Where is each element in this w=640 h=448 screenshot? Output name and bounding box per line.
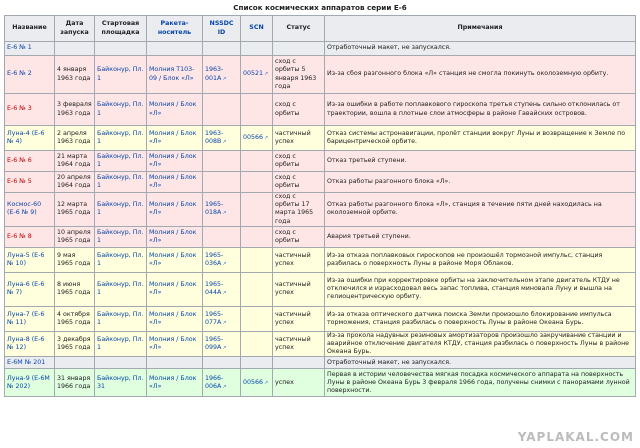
cell-scn <box>241 172 273 193</box>
cell-note <box>325 126 636 151</box>
cell-note-text: Первая в истории человечества мягкая посадка космического аппарата на поверхность Луны в районе Океана Бурь 3 февраля 1966 года, получены снимки с панорамами лунной поверхности. <box>327 370 630 395</box>
cell-note-text: Отказ третьей ступени. <box>327 156 407 164</box>
cell-name <box>5 272 55 306</box>
cell-status-text: сход с орбиты <box>275 101 300 117</box>
cell-status-text: частичный успех <box>275 335 311 352</box>
cell-rocket <box>147 126 203 151</box>
table-row <box>5 42 636 56</box>
cell-name-text[interactable]: Луна-7 (Е-6 № 11) <box>7 310 45 326</box>
col-header-nssdc[interactable] <box>203 16 241 42</box>
cell-name <box>5 56 55 94</box>
cell-date <box>55 226 95 247</box>
watermark-text: YAPLAKAL.COM <box>517 430 634 444</box>
cell-note-text: Отработочный макет, не запускался. <box>327 44 452 52</box>
cell-nssdc <box>203 56 241 94</box>
cell-note-text: Отказ системы астронавигации, пролёт станции вокруг Луны и возвращение к Земле по барицентрической орбите. <box>327 129 626 145</box>
cell-nssdc <box>203 126 241 151</box>
cell-scn <box>241 193 273 227</box>
cell-date <box>55 331 95 357</box>
cell-note <box>325 94 636 126</box>
cell-name-text[interactable]: Е-6 № 3 <box>7 105 32 113</box>
cell-note-text: Отказ работы разгонного блока «Л». <box>327 177 451 185</box>
cell-site <box>95 56 147 94</box>
cell-rocket <box>147 42 203 56</box>
cell-nssdc <box>203 357 241 369</box>
cell-date-text: 4 октября 1965 года <box>57 310 91 326</box>
cell-status-text: сход с орбиты <box>275 173 300 189</box>
cell-rocket-text[interactable]: Молния / Блок «Л» <box>149 201 197 217</box>
cell-name-text[interactable]: Луна-9 (Е-6М № 202) <box>7 374 50 390</box>
cell-name <box>5 94 55 126</box>
table-row <box>5 306 636 331</box>
cell-note <box>325 193 636 227</box>
cell-site <box>95 331 147 357</box>
cell-date-text: 8 июня 1965 года <box>57 281 91 297</box>
cell-nssdc <box>203 331 241 357</box>
cell-name-text[interactable]: Е-6 № 8 <box>7 232 32 240</box>
cell-date-text: 9 мая 1965 года <box>57 251 91 267</box>
cell-scn <box>241 94 273 126</box>
cell-date-text: 10 апреля 1965 года <box>57 228 91 244</box>
cell-status <box>273 42 325 56</box>
cell-nssdc <box>203 151 241 172</box>
cell-name-text[interactable]: Е-6М № 201 <box>7 358 46 366</box>
cell-site <box>95 357 147 369</box>
cell-rocket <box>147 193 203 227</box>
cell-status <box>273 193 325 227</box>
cell-site <box>95 151 147 172</box>
col-header-notes[interactable]: Примечания <box>325 16 636 42</box>
cell-rocket <box>147 56 203 94</box>
cell-date <box>55 42 95 56</box>
nssdc-header-link[interactable]: NSSDC ID <box>209 20 234 36</box>
cell-scn <box>241 56 273 94</box>
table-row <box>5 126 636 151</box>
table-row <box>5 94 636 126</box>
cell-status <box>273 331 325 357</box>
cell-status <box>273 247 325 272</box>
cell-note-text: Из-за сбоя разгонного блока «Л» станция не смогла покинуть околоземную орбиту. <box>327 70 609 78</box>
cell-rocket <box>147 306 203 331</box>
cell-nssdc <box>203 247 241 272</box>
cell-scn <box>241 306 273 331</box>
e6-spacecraft-table <box>4 15 636 397</box>
cell-rocket-text[interactable]: Молния / Блок «Л» <box>149 152 197 168</box>
cell-name-text[interactable]: Луна-4 (Е-6 № 4) <box>7 129 45 145</box>
cell-site <box>95 94 147 126</box>
cell-status-text: частичный успех <box>275 310 311 326</box>
cell-site <box>95 272 147 306</box>
cell-scn <box>241 357 273 369</box>
cell-status-text: частичный успех <box>275 251 311 267</box>
cell-date <box>55 306 95 331</box>
cell-site <box>95 126 147 151</box>
table-row <box>5 272 636 306</box>
cell-status <box>273 272 325 306</box>
cell-nssdc-text[interactable]: 1963-008B ↗ <box>205 130 227 145</box>
cell-site <box>95 42 147 56</box>
cell-date-text: 31 января 1966 года <box>57 374 91 390</box>
cell-scn <box>241 226 273 247</box>
cell-note <box>325 369 636 397</box>
table-row <box>5 56 636 94</box>
cell-name <box>5 126 55 151</box>
cell-site-text[interactable]: Байконур, Пл. 1 <box>97 310 144 326</box>
cell-site <box>95 226 147 247</box>
cell-name <box>5 369 55 397</box>
cell-name <box>5 193 55 227</box>
cell-status-text: успех <box>275 378 294 386</box>
cell-scn <box>241 369 273 397</box>
cell-nssdc-text[interactable]: 1965-077A ↗ <box>205 311 227 326</box>
cell-site-text[interactable]: Байконур, Пл. 1 <box>97 281 144 297</box>
cell-nssdc <box>203 172 241 193</box>
table-row <box>5 247 636 272</box>
cell-note-text: Отказ работы разгонного блока «Л», станция в течение пяти дней находилась на околоземной орбите. <box>327 201 602 217</box>
cell-scn <box>241 247 273 272</box>
cell-nssdc <box>203 226 241 247</box>
cell-date <box>55 126 95 151</box>
cell-status-text: частичный успех <box>275 129 311 145</box>
cell-scn <box>241 272 273 306</box>
cell-status-text: сход с орбиты <box>275 152 300 168</box>
cell-status <box>273 151 325 172</box>
cell-note-text: Из-за ошибки при корректировке орбиты на заключительном этапе двигатель КТДУ не отключился и израсходовал весь запас топлива, станция миновала Луну и вышла на гелиоцентрическую орбиту. <box>327 277 620 301</box>
cell-name <box>5 331 55 357</box>
col-header-rocket[interactable] <box>147 16 203 42</box>
cell-scn-text[interactable]: 00566 ↗ <box>243 134 268 141</box>
cell-rocket <box>147 94 203 126</box>
cell-note <box>325 151 636 172</box>
cell-nssdc-text[interactable]: 1965-044A ↗ <box>205 281 227 296</box>
cell-status <box>273 369 325 397</box>
cell-date <box>55 151 95 172</box>
cell-note <box>325 226 636 247</box>
cell-site-text[interactable]: Байконур, Пл. 1 <box>97 201 144 217</box>
cell-site-text[interactable]: Байконур, Пл. 1 <box>97 101 144 117</box>
cell-date-text: 2 апреля 1963 года <box>57 129 91 145</box>
cell-date <box>55 56 95 94</box>
table-row <box>5 226 636 247</box>
cell-note <box>325 247 636 272</box>
cell-site <box>95 247 147 272</box>
cell-name <box>5 172 55 193</box>
cell-note <box>325 42 636 56</box>
table-row <box>5 369 636 397</box>
cell-note <box>325 172 636 193</box>
cell-note <box>325 56 636 94</box>
cell-name <box>5 357 55 369</box>
cell-name <box>5 247 55 272</box>
cell-site <box>95 306 147 331</box>
cell-note <box>325 357 636 369</box>
cell-date-text: 3 февраля 1963 года <box>57 101 92 117</box>
col-header-date[interactable]: Дата запуска <box>55 16 95 42</box>
cell-rocket-text[interactable]: Молния / Блок «Л» <box>149 251 197 267</box>
cell-note-text: Авария третьей ступени. <box>327 232 411 240</box>
cell-scn <box>241 126 273 151</box>
cell-rocket <box>147 247 203 272</box>
cell-status <box>273 306 325 331</box>
cell-rocket <box>147 331 203 357</box>
cell-date <box>55 272 95 306</box>
cell-date-text: 4 января 1963 года <box>57 66 91 82</box>
cell-scn-text[interactable]: 00566 ↗ <box>243 379 268 386</box>
cell-rocket-text[interactable]: Молния / Блок «Л» <box>149 228 197 244</box>
cell-date <box>55 247 95 272</box>
cell-date <box>55 369 95 397</box>
cell-name-text[interactable]: Е-6 № 5 <box>7 177 32 185</box>
cell-name-text[interactable]: Луна-6 (Е-6 № 7) <box>7 281 45 297</box>
cell-nssdc <box>203 272 241 306</box>
cell-site-text[interactable]: Байконур, Пл. 1 <box>97 66 144 82</box>
cell-site <box>95 193 147 227</box>
cell-nssdc <box>203 369 241 397</box>
table-row <box>5 331 636 357</box>
cell-rocket <box>147 172 203 193</box>
cell-site-text[interactable]: Байконур, Пл. 1 <box>97 129 144 145</box>
scn-header-link[interactable]: SCN <box>249 24 264 32</box>
cell-date <box>55 357 95 369</box>
cell-name-text[interactable]: Луна-5 (Е-6 № 10) <box>7 251 45 267</box>
cell-nssdc <box>203 306 241 331</box>
cell-site-text[interactable]: Байконур, Пл. 1 <box>97 152 144 168</box>
cell-name <box>5 151 55 172</box>
cell-name <box>5 226 55 247</box>
cell-date-text: 12 марта 1965 года <box>57 201 91 217</box>
cell-name-text[interactable]: Е-6 № 6 <box>7 156 32 164</box>
cell-nssdc <box>203 42 241 56</box>
cell-note <box>325 272 636 306</box>
table-row <box>5 151 636 172</box>
cell-date-text: 3 декабря 1965 года <box>57 335 91 352</box>
cell-rocket <box>147 226 203 247</box>
cell-status-text: сход с орбиты 17 марта 1965 года <box>275 193 314 225</box>
table-row <box>5 193 636 227</box>
cell-date-text: 20 апреля 1964 года <box>57 173 91 189</box>
cell-nssdc-text[interactable]: 1963-001A ↗ <box>205 66 227 81</box>
cell-rocket-text[interactable]: Молния / Блок «Л» <box>149 129 197 145</box>
cell-note-text: Из-за отказа оптического датчика поиска Земли произошло блокирование импульса торможения, станция разбилась о поверхность Луны в районе Океана Бурь. <box>327 310 612 326</box>
cell-scn <box>241 331 273 357</box>
cell-site-text[interactable]: Байконур, Пл. 1 <box>97 251 144 267</box>
cell-scn <box>241 151 273 172</box>
cell-rocket-text[interactable]: Молния / Блок «Л» <box>149 310 197 326</box>
cell-name-text[interactable]: Космос-60 (Е-6 № 9) <box>7 201 42 217</box>
cell-site-text[interactable]: Байконур, Пл. 1 <box>97 228 144 244</box>
cell-status <box>273 357 325 369</box>
cell-note <box>325 306 636 331</box>
rocket-header-link[interactable]: Ракета-носитель <box>157 20 192 36</box>
cell-site <box>95 369 147 397</box>
cell-status-text: сход с орбиты <box>275 228 300 244</box>
cell-name <box>5 42 55 56</box>
cell-name-text[interactable]: Е-6 № 1 <box>7 44 32 52</box>
cell-rocket <box>147 357 203 369</box>
cell-status <box>273 172 325 193</box>
cell-rocket-text[interactable]: Молния / Блок «Л» <box>149 374 197 390</box>
cell-nssdc-text[interactable]: 1966-006A ↗ <box>205 375 227 390</box>
cell-nssdc <box>203 193 241 227</box>
cell-name-text[interactable]: Е-6 № 2 <box>7 70 32 78</box>
cell-site-text[interactable]: Байконур, Пл. 1 <box>97 335 144 352</box>
cell-status-text: сход с орбиты 5 января 1963 года <box>275 58 317 90</box>
cell-scn-text[interactable]: 00521 ↗ <box>243 70 268 77</box>
col-header-site[interactable]: Стартовая площадка <box>95 16 147 42</box>
cell-name-text[interactable]: Луна-8 (Е-6 № 12) <box>7 335 45 352</box>
cell-status-text: частичный успех <box>275 281 311 297</box>
cell-rocket-text[interactable]: Молния / Блок «Л» <box>149 335 197 352</box>
cell-status <box>273 226 325 247</box>
cell-date-text: 21 марта 1964 года <box>57 152 91 168</box>
table-row <box>5 357 636 369</box>
cell-rocket <box>147 369 203 397</box>
cell-note-text: Отработочный макет, не запускался. <box>327 358 452 366</box>
table-caption: Список космических аппаратов серии Е-6 <box>233 3 407 12</box>
cell-site <box>95 172 147 193</box>
cell-nssdc <box>203 94 241 126</box>
cell-note-text: Из-за прокола надувных резиновых амортизаторов произошло закручивание станции и аварийное отключение двигателя КТДУ, станция разбилась о поверхность Луны в районе Океана Бурь. <box>327 331 630 356</box>
cell-date <box>55 193 95 227</box>
header-row <box>5 16 636 42</box>
cell-date <box>55 172 95 193</box>
cell-note <box>325 331 636 357</box>
cell-status <box>273 94 325 126</box>
cell-note-text: Из-за отказа поплавковых гироскопов не произошёл тормозной импульс, станция разбилась о поверхность Луны в районе Моря Облаков. <box>327 251 603 267</box>
cell-date <box>55 94 95 126</box>
cell-rocket <box>147 151 203 172</box>
col-header-status[interactable]: Статус <box>273 16 325 42</box>
cell-rocket-text[interactable]: Молния / Блок «Л» <box>149 101 197 117</box>
cell-status <box>273 56 325 94</box>
cell-site-text[interactable]: Байконур, Пл. 31 <box>97 374 144 390</box>
cell-rocket-text[interactable]: Молния Т103-09 / Блок «Л» <box>149 66 195 82</box>
cell-nssdc-text[interactable]: 1965-036A ↗ <box>205 252 227 267</box>
col-header-scn[interactable] <box>241 16 273 42</box>
cell-nssdc-text[interactable]: 1965-018A ↗ <box>205 201 227 216</box>
cell-note-text: Из-за ошибки в работе поплавкового гироскопа третья ступень сильно отклонилась от траектории, вошла в плотные слои атмосферы в районе Гавайских островов. <box>327 101 620 117</box>
col-header-name[interactable]: Название <box>5 16 55 42</box>
cell-site-text[interactable]: Байконур, Пл. 1 <box>97 173 144 189</box>
cell-rocket-text[interactable]: Молния / Блок «Л» <box>149 281 197 297</box>
table-row <box>5 172 636 193</box>
cell-rocket-text[interactable]: Молния / Блок «Л» <box>149 173 197 189</box>
cell-scn <box>241 42 273 56</box>
cell-nssdc-text[interactable]: 1965-099A ↗ <box>205 336 227 351</box>
cell-rocket <box>147 272 203 306</box>
cell-name <box>5 306 55 331</box>
cell-status <box>273 126 325 151</box>
